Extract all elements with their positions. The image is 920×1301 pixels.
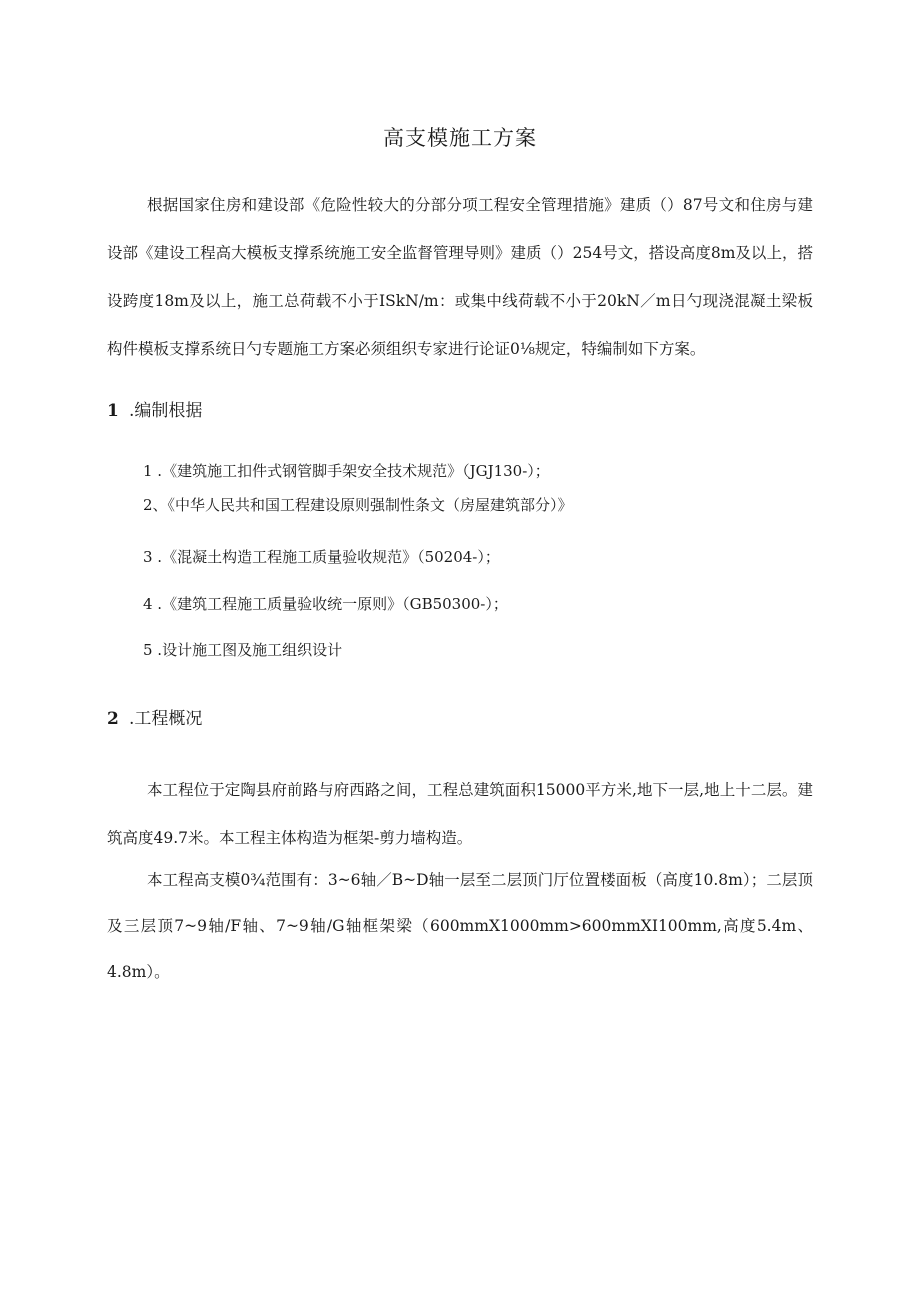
reference-item-1: 1 .《建筑施工扣件式钢管脚手架安全技术规范》（JGJ130-）； <box>143 462 550 480</box>
section-2-heading <box>107 704 202 729</box>
document-title: 高支模施工方案 <box>383 126 537 150</box>
intro-paragraph: 根据国家住房和建设部《危险性较大的分部分项工程安全管理措施》建质（）87号文和住房与建设部《建设工程高大模板支撑系统施工安全监督管理导则》建质（）254号文，搭设高度8m及以上，搭设跨度18m及以上，施工总荷载不小于ISkN/m：或集中线荷载不小于20kN／m日勺现浇混凝土梁板构件模板支撑系统日勺专题施工方案必须组织专家进行论证0⅛规定，特编制如下方案。 <box>107 196 813 358</box>
overview-paragraph-1: 本工程位于定陶县府前路与府西路之间，工程总建筑面积15000平方米,地下一层,地上十二层。建筑高度49.7米。本工程主体构造为框架-剪力墙构造。 <box>107 781 813 847</box>
section-1-title: .编制根据 <box>129 401 203 421</box>
overview-paragraph-2: 本工程高支模0¾范围有：3~6轴／B~D轴一层至二层顶门厅位置楼面板（高度10.8m）；二层顶及三层顶7~9轴/F轴、7~9轴/G轴框架梁（600mmX1000mm>600mmXI100mm,高度5.4m、4.8m）。 <box>107 871 813 981</box>
section-2-number: 2 <box>107 709 119 729</box>
section-1-heading <box>107 396 202 421</box>
reference-item-3: 3 .《混凝土构造工程施工质量验收规范》（50204-）； <box>143 548 500 566</box>
reference-item-5: 5 .设计施工图及施工组织设计 <box>143 641 343 659</box>
section-2-title: .工程概况 <box>129 709 203 729</box>
reference-item-2: 2、《中华人民共和国工程建设原则强制性条文（房屋建筑部分）》 <box>143 496 573 514</box>
reference-item-4: 4 .《建筑工程施工质量验收统一原则》（GB50300-）； <box>143 595 508 613</box>
section-1-number: 1 <box>107 401 119 421</box>
